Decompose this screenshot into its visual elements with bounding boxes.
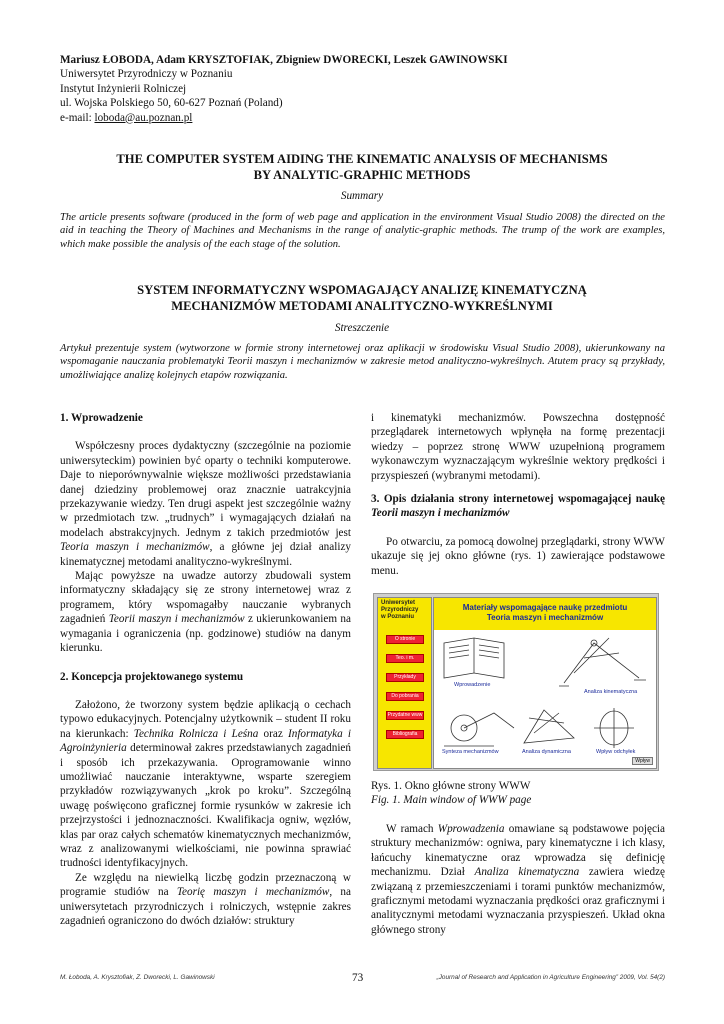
text-run-italic: Wprowadzenia bbox=[437, 823, 505, 835]
text-run: Współczesny proces dydaktyczny (szczególnie na poziomie uniwersyteckim) powinien być oparty o techniki komputerowe. Daje to nieporównywalnie większe możliwości przedstawiania danej dziedziny problemowej oraz znacznie uatrakcyjnia przekazywanie wiedzy. Ten drugi aspekt jest szczególnie ważny w przedmiotach tzw. „trudnych” i wymagających działań na modelach abstrakcyjnych. Jednym z takich przedmiotów jest bbox=[60, 440, 351, 539]
summary-label: Summary bbox=[340, 190, 384, 202]
figure-screenshot bbox=[373, 593, 659, 771]
section2-paragraph1 bbox=[60, 698, 351, 871]
university-logo bbox=[381, 600, 429, 621]
right-column bbox=[371, 411, 665, 578]
text-run-italic: Technika Rolnicza i Leśna bbox=[133, 727, 259, 740]
text-run: 3. Opis działania strony internetowej wspomagającej naukę bbox=[371, 493, 665, 506]
menu-button-przydatne-www[interactable]: Przydatne www bbox=[387, 712, 423, 718]
menu-button-bibliografia[interactable]: Bibliografia bbox=[386, 730, 424, 739]
continued-paragraph: i kinematyki mechanizmów. Powszechna dostępność przeglądarek internetowych wpłynęła na formę prezentacji wiedzy – poprzez stronę WWW uzupełnioną programem wykonawczym wyznaczającym wykreślnie wektory prędkości i przyspieszeń (wybranymi metodami). bbox=[371, 412, 665, 482]
menu-button-przyklady[interactable]: Przykłady bbox=[386, 673, 424, 682]
section1-paragraph2 bbox=[60, 569, 351, 655]
text-run: Mając powyższe na uwadze autorzy zbudowali system informatyczny składający się ze strony internetowej wraz z programem, który wspomagałby nauczanie wybranych zagadnień bbox=[60, 570, 351, 626]
english-title-line1: THE COMPUTER SYSTEM AIDING THE KINEMATIC ANALYSIS OF MECHANISMS bbox=[116, 152, 608, 166]
text-run: z ukierunkowaniem na wymagania i ograniczenia (np. godzinowe) studiów na danym kierunku. bbox=[60, 613, 351, 655]
text-run: omawiane są podstawowe pojęcia struktury mechanizmów: ogniwa, pary kinematyczne i ich klasy, łańcuchy kinematyczne oraz wprowadza się definicję mechanizmu. Dział bbox=[371, 823, 665, 879]
book-icon bbox=[444, 638, 504, 678]
polish-abstract: Artykuł prezentuje system (wytworzone w formie strony internetowej oraz aplikacji w środowisku Visual Studio 2008), ukierunkowany na wspomaganie nauczania problematyki Teorii maszyn i mechanizmów w zakresie metod analityczno-wykreślnych. Atutem pracy są przykłady, umożliwiające analizę kolejnych etapów rozwiązania. bbox=[60, 343, 665, 381]
figure-main-panel bbox=[433, 597, 657, 769]
polish-title-line2: MECHANIZMÓW METODAMI ANALITYCZNO-WYKREŚLNYMI bbox=[171, 299, 553, 313]
figure-header-line2: Teoria maszyn i mechanizmów bbox=[486, 613, 604, 622]
text-run-italic: Teorii maszyn i mechanizmów bbox=[371, 507, 510, 520]
mechanism-synthesis-icon bbox=[444, 713, 514, 746]
polish-title bbox=[40, 282, 684, 314]
section1-paragraph1 bbox=[60, 439, 351, 569]
section2-paragraph2 bbox=[60, 871, 351, 929]
text-run: , na uniwersytetach przyrodniczych i rolniczych, wstępnie zakres zagadnień ograniczono do dwóch działów: struktury bbox=[60, 886, 351, 927]
section2-heading: 2. Koncepcja projektowanego systemu bbox=[60, 670, 244, 683]
text-run: W ramach bbox=[386, 823, 438, 835]
polish-title-line1: SYSTEM INFORMATYCZNY WSPOMAGAJĄCY ANALIZĘ KINEMATYCZNĄ bbox=[137, 283, 587, 297]
streszczenie-label: Streszczenie bbox=[334, 322, 390, 334]
author-block bbox=[60, 53, 508, 125]
text-run: zawiera wiedzę związaną z przemieszczeniami i torami punktów mechanizmów, graficznymi metodami wyznaczania prędkości oraz graficznymi i analitycznymi metodami wyznaczania przyspieszeń. Układ okna głównego strony bbox=[371, 866, 665, 936]
footer-journal: „Journal of Research and Application in Agriculture Engineering” 2009, Vol. 54(2) bbox=[436, 974, 665, 981]
caption-wprowadzenie[interactable]: Wprowadzenie bbox=[454, 682, 491, 688]
section3-heading bbox=[371, 492, 665, 521]
text-run: oraz bbox=[258, 727, 288, 740]
affiliation-university: Uniwersytet Przyrodniczy w Poznaniu bbox=[60, 68, 233, 81]
left-column bbox=[60, 411, 351, 928]
menu-button-o-stronie[interactable]: O stronie bbox=[386, 635, 424, 644]
english-title bbox=[40, 151, 684, 183]
menu-button-do-pobrania[interactable]: Do pobrania bbox=[386, 692, 424, 701]
affiliation-address: ul. Wojska Polskiego 50, 60-627 Poznań (Poland) bbox=[60, 97, 283, 110]
figure-header-line1: Materiały wspomagające naukę przedmiotu bbox=[462, 603, 628, 612]
section3-paragraph1: Po otwarciu, za pomocą dowolnej przeglądarki, strony WWW ukazuje się jej okno główne (rys. 1) zawierające podstawowe menu. bbox=[371, 535, 665, 577]
text-run: Założono, że tworzony system będzie aplikacją o cechach typowo edukacyjnych. Potencjalny użytkownik – student II roku na kierunkach: bbox=[60, 698, 351, 740]
page-number: 73 bbox=[352, 972, 364, 984]
email-link[interactable]: loboda@au.poznan.pl bbox=[94, 111, 193, 124]
logo-text: Uniwersytet bbox=[381, 600, 416, 606]
right-column-lower bbox=[371, 822, 665, 937]
logo-text: Przyrodniczy bbox=[381, 607, 419, 613]
logo-text: w Poznaniu bbox=[381, 614, 414, 620]
figure-sidebar bbox=[377, 597, 432, 769]
figure-caption-en: Fig. 1. Main window of WWW page bbox=[371, 794, 532, 807]
caption-synteza[interactable]: Synteza mechanizmów bbox=[442, 749, 499, 755]
text-run-italic: Informatyka i Agroinżynieria bbox=[60, 727, 351, 755]
english-abstract: The article presents software (produced in the form of web page and application in the environment Visual Studio 2008) the directed on the aid in teaching the Theory of Machines and Mechanisms in the range of analytic-graphic methods. The trump of the work are examples, which make possible the analysis of the each stage of the solution. bbox=[60, 212, 665, 250]
text-run-italic: Teoria maszyn i mechanizmów bbox=[60, 541, 210, 554]
figure-caption bbox=[371, 779, 531, 808]
section3-paragraph2 bbox=[371, 822, 665, 937]
affiliation-institute: Instytut Inżynierii Rolniczej bbox=[60, 82, 187, 95]
www-button[interactable]: Wpływ bbox=[632, 757, 653, 765]
kinematic-diagram-icon bbox=[559, 638, 646, 686]
dynamic-analysis-icon bbox=[524, 710, 574, 743]
email-label: e-mail: bbox=[60, 111, 95, 124]
figure-caption-pl: Rys. 1. Okno główne strony WWW bbox=[371, 780, 531, 792]
text-run: determinował zakres przedstawianych zagadnień i sposób ich przekazywania. Oprogramowanie winno umożliwiać nauczanie interaktywne, wsparte szeregiem przykładów rozwiązywanych „krok po kroku”. Szczególną uwagę poświęcono graficznej formie rysunków w zakresie ich przejrzystości i jednoznaczności. Kwalifikacja ogniw, węzłów, klas par oraz całych schematów kinematycznych mechanizmów, wraz z analizowanymi wielkościami, nie powinna sprawiać trudności identyfikacyjnych. bbox=[60, 742, 351, 870]
english-title-line2: BY ANALYTIC-GRAPHIC METHODS bbox=[253, 168, 471, 182]
caption-analiza-kinematyczna[interactable]: Analiza kinematyczna bbox=[584, 689, 638, 695]
section1-heading: 1. Wprowadzenie bbox=[60, 412, 143, 424]
caption-analiza-dynamiczna[interactable]: Analiza dynamiczna bbox=[522, 749, 571, 755]
text-run-italic: Analiza kinematyczna bbox=[474, 866, 580, 879]
text-run: Ze względu na niewielką liczbę godzin przeznaczoną w programie studiów na bbox=[60, 871, 351, 899]
text-run-italic: Teorii maszyn i mechanizmów bbox=[108, 613, 245, 626]
caption-wplyw-odchylek[interactable]: Wpływ odchyłek bbox=[596, 749, 636, 755]
text-run: , a główne jej dział analizy kinematycznej metodami analityczno-wykreślnymi. bbox=[60, 541, 352, 568]
text-run-italic: Teorię maszyn i mechanizmów bbox=[176, 886, 330, 899]
deviation-influence-icon bbox=[594, 708, 634, 748]
footer-authors: M. Łoboda, A. Krysztofiak, Z. Dworecki, L. Gawinowski bbox=[60, 974, 215, 981]
author-names: Mariusz ŁOBODA, Adam KRYSZTOFIAK, Zbigniew DWORECKI, Leszek GAWINOWSKI bbox=[60, 54, 508, 66]
email-line bbox=[60, 111, 508, 125]
menu-button-teo[interactable]: Teo. i m. bbox=[386, 654, 424, 663]
